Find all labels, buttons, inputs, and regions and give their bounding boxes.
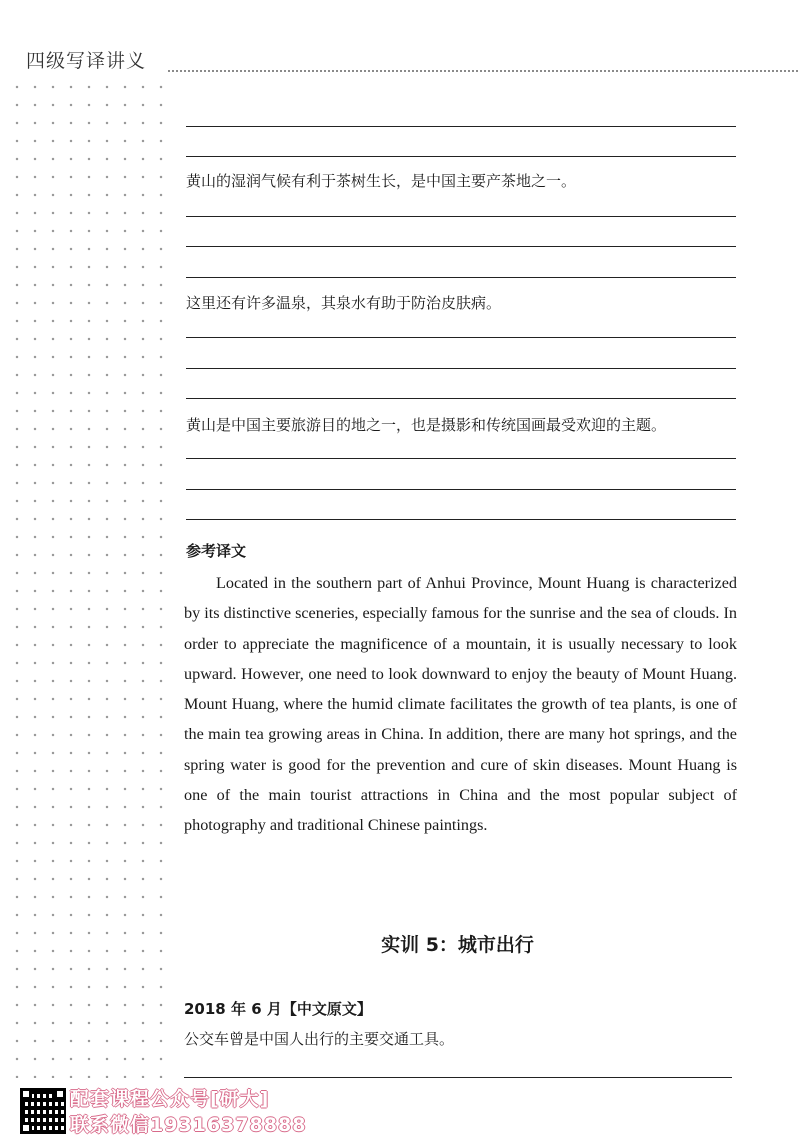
writing-line: [186, 489, 736, 490]
exam-label: 2018 年 6 月【中文原文】: [184, 1000, 372, 1018]
writing-line: [186, 216, 736, 217]
watermark: [14, 1078, 314, 1136]
unit-title: 实训 5：城市出行: [381, 934, 534, 956]
exercise-sentence: 黄山是中国主要旅游目的地之一，也是摄影和传统国画最受欢迎的主题。: [186, 416, 667, 434]
writing-line: [186, 246, 736, 247]
header-title: 四级写译讲义: [26, 50, 147, 72]
writing-line: [186, 519, 736, 520]
writing-line: [186, 156, 736, 157]
dot-grid-margin: [8, 78, 170, 1078]
watermark-line-1: 配套课程公众号[研大]: [70, 1088, 270, 1110]
qr-code-icon: [20, 1088, 66, 1134]
writing-line: [186, 458, 736, 459]
writing-line: [186, 277, 736, 278]
writing-line: [186, 368, 736, 369]
watermark-line-2: 联系微信19316378888: [70, 1114, 307, 1136]
writing-line: [186, 398, 736, 399]
reference-translation: Located in the southern part of Anhui Province, Mount Huang is characterized by its distinctive sceneries, especially famous for the sunrise and the sea of clouds. In order to appreciate the magnificence of a mountain, it is usually necessary to look upward. However, one need to look downward to enjoy the beauty of Mount Huang. Mount Huang, where the humid climate facilitates the growth of tea plants, is one of the main tea growing areas in China. In addition, there are many hot springs, and the spring water is good for the prevention and cure of skin diseases. Mount Huang is one of the main tourist attractions in China and the most popular subject of photography and traditional Chinese paintings.: [184, 574, 737, 835]
reference-heading: 参考译文: [186, 542, 247, 560]
writing-line: [186, 126, 736, 127]
exam-sentence: 公交车曾是中国人出行的主要交通工具。: [184, 1030, 455, 1048]
exercise-sentence: 黄山的湿润气候有利于茶树生长，是中国主要产茶地之一。: [186, 172, 577, 190]
exercise-sentence: 这里还有许多温泉，其泉水有助于防治皮肤病。: [186, 294, 502, 312]
writing-line: [186, 337, 736, 338]
header-rule: [168, 70, 798, 72]
